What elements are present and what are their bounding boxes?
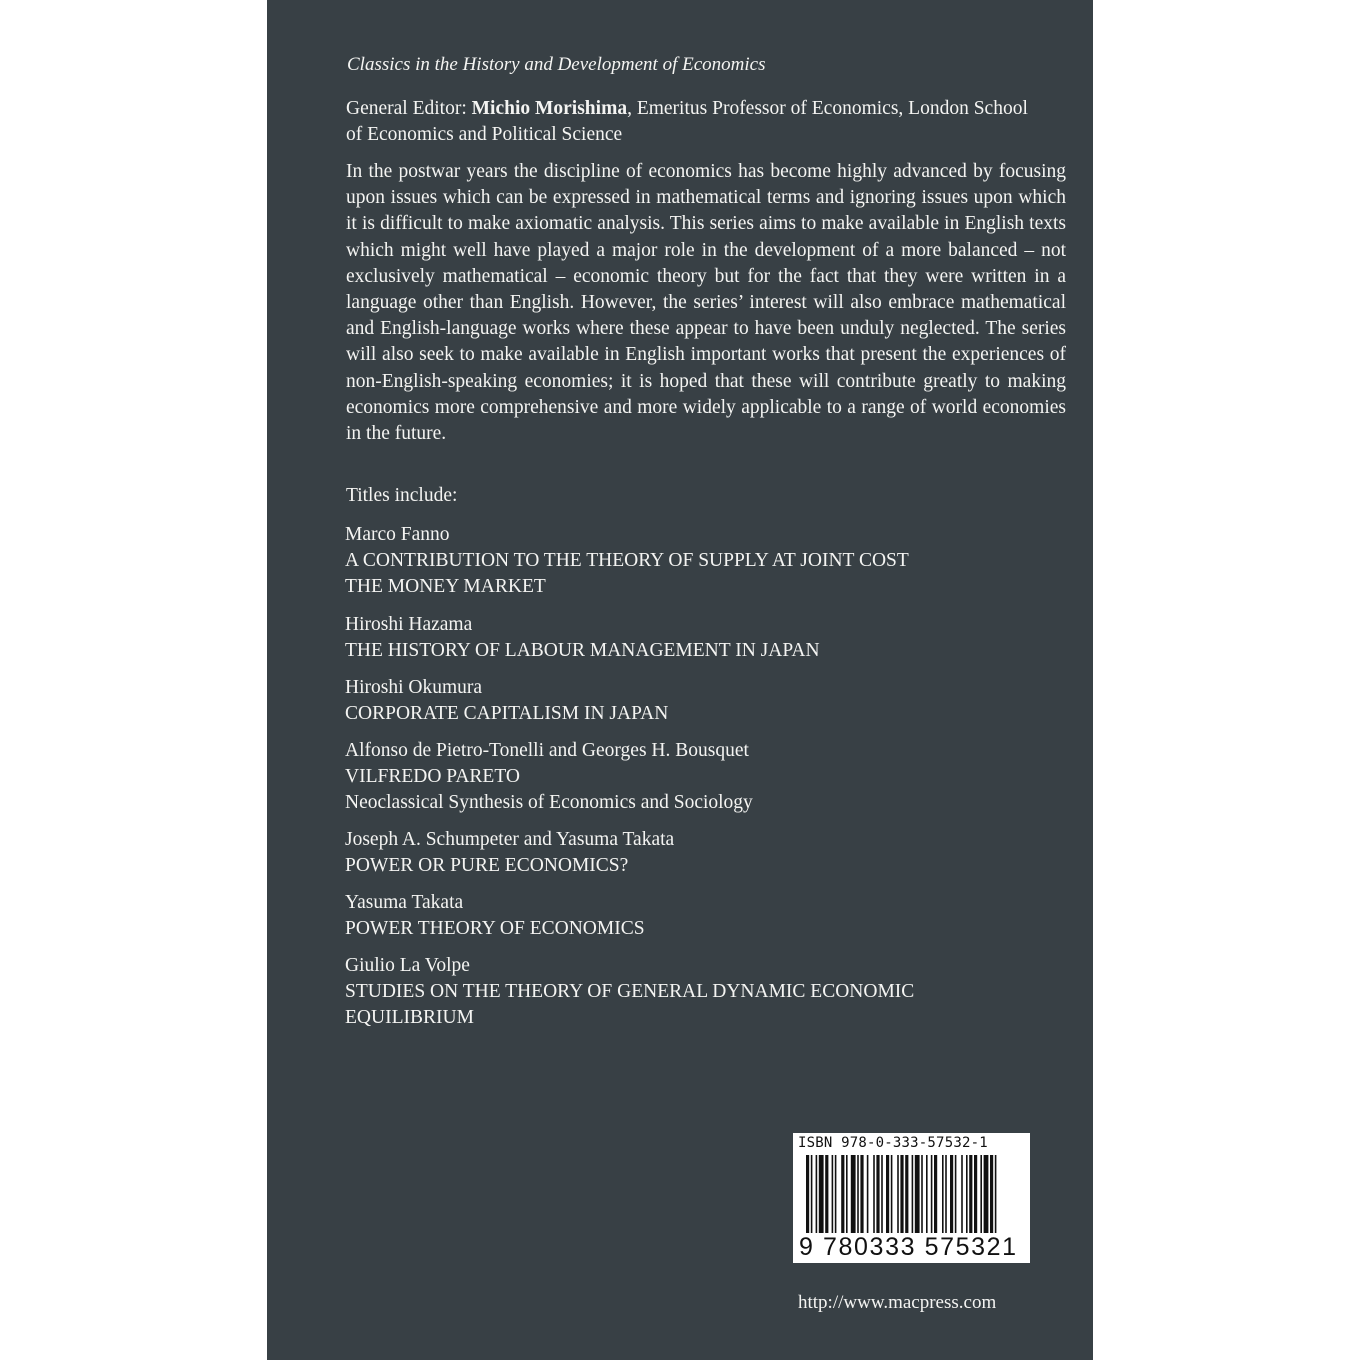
title-name: POWER THEORY OF ECONOMICS xyxy=(345,918,645,940)
editor-prefix: General Editor: xyxy=(346,98,472,119)
barcode-bar xyxy=(886,1155,889,1233)
title-author: Joseph A. Schumpeter and Yasuma Takata xyxy=(345,829,675,850)
barcode-bar xyxy=(900,1155,903,1233)
barcode-bar xyxy=(806,1155,809,1233)
series-description: In the postwar years the discipline of economics has become highly advanced by focusing upon issues which can be expressed in mathematical terms and ignoring issues upon which it is difficult to make axiomatic analysis. This series aims to make available in English texts which might well have played a major role in the development of a more balanced – not exclusively mathematical – economic theory but for the fact that they were written in a language other than English. However, the series’ interest will also embrace mathematical and English-language works where these appear to have been unduly neglected. The series will also seek to make available in English important works that present the experiences of non-English-speaking economies; it is hoped that these will contribute greatly to making economics more comprehensive and more widely applicable to a range of world economies in the future. xyxy=(346,161,1066,445)
title-entry xyxy=(345,612,1065,664)
barcode-bar xyxy=(860,1155,863,1233)
barcode-bar xyxy=(867,1155,869,1233)
barcode-bar xyxy=(915,1155,920,1233)
barcode-bar xyxy=(846,1155,848,1233)
barcode-bar xyxy=(966,1155,968,1233)
barcode-bar xyxy=(934,1155,937,1233)
isbn-barcode xyxy=(793,1133,1030,1263)
title-name: THE HISTORY OF LABOUR MANAGEMENT IN JAPAN xyxy=(345,640,820,662)
barcode-bar xyxy=(995,1155,997,1233)
barcode-bar xyxy=(816,1155,818,1233)
title-author: Hiroshi Hazama xyxy=(345,614,473,635)
title-entry xyxy=(345,890,1065,942)
barcode-bar xyxy=(955,1155,957,1233)
title-name: POWER OR PURE ECONOMICS? xyxy=(345,855,629,877)
barcode-bar xyxy=(811,1155,813,1233)
titles-include-heading: Titles include: xyxy=(346,485,458,506)
title-entry xyxy=(345,827,1065,879)
barcode-bar xyxy=(891,1155,893,1233)
barcode-bar xyxy=(881,1155,883,1233)
title-name: VILFREDO PARETO xyxy=(345,766,520,788)
barcode-bar xyxy=(942,1155,944,1233)
editor-name: Michio Morishima xyxy=(471,98,628,119)
title-name: A CONTRIBUTION TO THE THEORY OF SUPPLY AT JOINT COST xyxy=(345,550,909,572)
title-name: STUDIES ON THE THEORY OF GENERAL DYNAMIC ECONOMIC xyxy=(345,981,915,1003)
title-author: Hiroshi Okumura xyxy=(345,677,483,698)
isbn-text: ISBN 978-0-333-57532-1 xyxy=(798,1135,988,1151)
barcode-digits: 9 780333 575321 xyxy=(799,1233,1018,1261)
barcode-bar xyxy=(984,1155,989,1233)
title-author: Yasuma Takata xyxy=(345,892,464,913)
barcode-bar xyxy=(950,1155,953,1233)
title-entry xyxy=(345,738,1065,817)
book-back-cover xyxy=(267,0,1093,1360)
title-author: Alfonso de Pietro-Tonelli and Georges H. Bousquet xyxy=(345,740,749,761)
barcode-bar xyxy=(974,1155,977,1233)
barcode-bar xyxy=(931,1155,933,1233)
barcode-bar xyxy=(819,1155,824,1233)
publisher-url: http://www.macpress.com xyxy=(798,1292,997,1313)
barcode-bar xyxy=(857,1155,859,1233)
title-name: THE MONEY MARKET xyxy=(345,576,546,598)
title-name: CORPORATE CAPITALISM IN JAPAN xyxy=(345,703,669,725)
barcode-bar xyxy=(835,1155,837,1233)
title-subtitle: Neoclassical Synthesis of Economics and Sociology xyxy=(345,792,753,814)
title-entry xyxy=(345,522,1065,601)
barcode-bar xyxy=(990,1155,993,1233)
barcode-bar xyxy=(905,1155,908,1233)
barcode-bar xyxy=(876,1155,879,1233)
title-name: EQUILIBRIUM xyxy=(345,1007,474,1029)
series-title: Classics in the History and Development of Economics xyxy=(347,54,766,75)
title-author: Marco Fanno xyxy=(345,524,450,545)
general-editor-line xyxy=(346,96,1046,148)
barcode-bar xyxy=(926,1155,928,1233)
barcode-bar xyxy=(945,1155,947,1233)
barcode-bar xyxy=(832,1155,834,1233)
barcode-bar xyxy=(851,1155,856,1233)
barcode-bar xyxy=(912,1155,914,1233)
title-entry xyxy=(345,953,1065,1032)
barcode-bar xyxy=(897,1155,899,1233)
barcode-bar xyxy=(825,1155,828,1233)
barcode-bar xyxy=(841,1155,844,1233)
barcode-bar xyxy=(873,1155,875,1233)
title-author: Giulio La Volpe xyxy=(345,955,470,976)
barcode-bar xyxy=(969,1155,972,1233)
barcode-bar xyxy=(980,1155,982,1233)
barcode-bar xyxy=(961,1155,963,1233)
barcode-bar xyxy=(921,1155,923,1233)
title-entry xyxy=(345,675,1065,727)
editor-affiliation: , Emeritus Professor of Economics, London School of Economics and Political Science xyxy=(346,98,1028,145)
